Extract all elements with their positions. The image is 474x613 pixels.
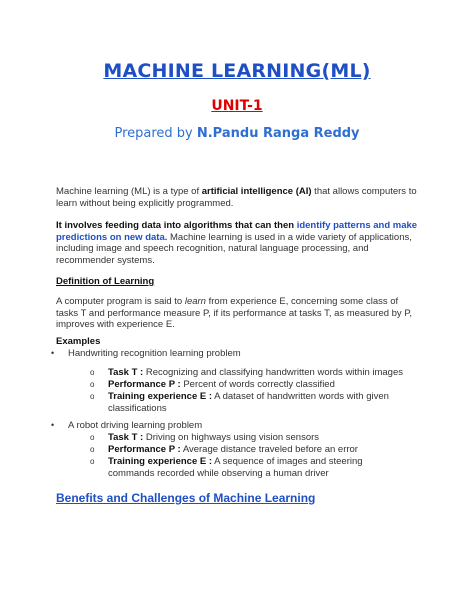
intro-paragraph-2 bbox=[56, 220, 421, 266]
sub-item-value: Average distance traveled before an error bbox=[180, 444, 358, 455]
intro-p1-bold: artificial intelligence (AI) bbox=[201, 186, 312, 197]
author-line bbox=[0, 126, 474, 141]
sub-bullet-icon: o bbox=[90, 433, 95, 442]
sub-bullet-icon: o bbox=[90, 392, 95, 401]
sub-item-key: Training experience E : bbox=[108, 456, 213, 467]
example-label: Handwriting recognition learning problem bbox=[68, 348, 241, 359]
definition-text-a: A computer program is said to bbox=[56, 296, 185, 307]
sub-item-key: Task T : bbox=[108, 367, 144, 378]
bullet-icon: • bbox=[51, 420, 55, 430]
sub-item-key: Task T : bbox=[108, 432, 144, 443]
author-prefix: Prepared by bbox=[114, 126, 197, 141]
sub-item-value: A sequence of images and steering commands recorded while observing a human driver bbox=[108, 456, 363, 479]
example-label: A robot driving learning problem bbox=[68, 420, 203, 431]
sub-item-value: Recognizing and classifying handwritten words within images bbox=[143, 367, 404, 378]
intro-p2-rest: Machine learning is used in a wide variety of applications, including image and speech recognition, natural language processing, and recommender systems. bbox=[56, 231, 412, 266]
sub-bullet-icon: o bbox=[90, 457, 95, 466]
sub-item-value: Percent of words correctly classified bbox=[180, 379, 335, 390]
section-heading: Benefits and Challenges of Machine Learning bbox=[56, 491, 316, 505]
intro-paragraph-1 bbox=[56, 186, 421, 209]
document-title: MACHINE LEARNING(ML) bbox=[103, 60, 371, 82]
sub-bullet-icon: o bbox=[90, 380, 95, 389]
definition-heading: Definition of Learning bbox=[56, 276, 155, 287]
sub-item-key: Training experience E : bbox=[108, 391, 213, 402]
sub-item-value: Driving on highways using vision sensors bbox=[143, 432, 320, 443]
intro-p2-highlight: identify patterns and make predictions on new data. bbox=[56, 220, 418, 243]
definition-text-b: from experience E, concerning some class of tasks T and performance measure P, if its performance at tasks T, as measured by P, improves with experience E. bbox=[56, 296, 413, 330]
examples-heading: Examples bbox=[56, 336, 101, 347]
sub-bullet-icon: o bbox=[90, 368, 95, 377]
author-name: N.Pandu Ranga Reddy bbox=[196, 126, 360, 141]
intro-p2-bold: It involves feeding data into algorithms that can then bbox=[56, 220, 297, 231]
sub-bullet-icon: o bbox=[90, 445, 95, 454]
sub-item-key: Performance P : bbox=[108, 379, 181, 390]
definition-paragraph bbox=[56, 296, 421, 331]
intro-p1-text-a: Machine learning (ML) is a type of bbox=[56, 186, 202, 197]
bullet-icon: • bbox=[51, 348, 55, 358]
sub-item-key: Performance P : bbox=[108, 444, 181, 455]
unit-heading: UNIT-1 bbox=[211, 98, 263, 114]
definition-italic: learn bbox=[184, 296, 206, 307]
sub-item-value: A dataset of handwritten words with given classifications bbox=[108, 391, 389, 414]
intro-p1-text-b: that allows computers to learn without being explicitly programmed. bbox=[56, 186, 417, 209]
